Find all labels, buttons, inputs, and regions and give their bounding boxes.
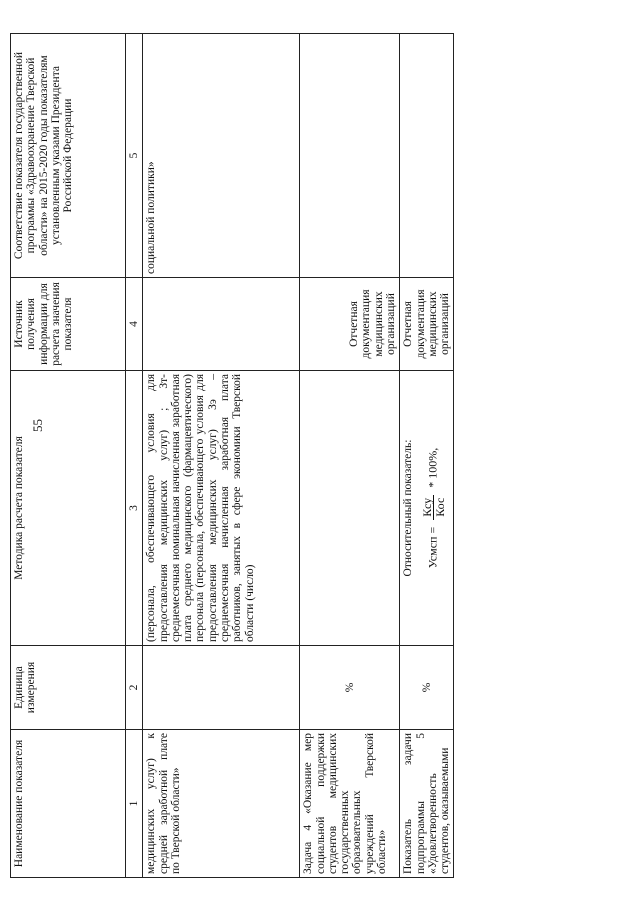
method-cell: (персонала, обеспечивающего условия для предоставления медицинских услуг) ; Зт- среднемесячная номинальная начисленная заработная плата среднего медицинского (фармацевтического) персонала (персонала, обеспечивающего условия для предоставления медицинских услуг) Зэ – среднемесячная начисленная заработная плата работников, занятых в сфере экономики Тверской области (число) xyxy=(143,371,300,646)
table-row xyxy=(300,34,400,878)
source-cell xyxy=(143,278,300,371)
source-cell: Отчетная документация медицинских организаций xyxy=(400,278,454,371)
indicator-table xyxy=(10,33,454,878)
method-cell xyxy=(300,371,400,646)
compliance-cell xyxy=(300,34,400,278)
formula-numerator: Ксу xyxy=(421,495,434,520)
unit-cell: % xyxy=(300,646,400,730)
header-method: Методика расчета показателя xyxy=(11,371,126,646)
indicator-name-cell: Показатель задачи подпрограммы 5 «Удовлетворенность студентов, оказываемыми xyxy=(400,730,454,878)
header-source: Источник получения информации для расчета значения показателя xyxy=(11,278,126,371)
unit-cell xyxy=(143,646,300,730)
page-number: 55 xyxy=(30,419,45,432)
formula-fraction xyxy=(421,495,447,520)
table-row xyxy=(400,34,454,878)
compliance-cell xyxy=(400,34,454,278)
column-number: 5 xyxy=(126,34,143,278)
formula-denominator: Кос xyxy=(432,497,447,517)
indicator-name-cell: медицинских услуг) к средней заработной плате по Тверской области» xyxy=(143,730,300,878)
header-unit: Единица измерения xyxy=(11,646,126,730)
header-compliance: Соответствие показателя государственной программы «Здравоохранение Тверской области» на 2015-2020 годы показателям установленным указами Президента Российской Федерации xyxy=(11,34,126,278)
method-title: Относительный показатель: xyxy=(402,439,415,577)
formula-lhs: Усмсп = xyxy=(425,526,440,569)
column-number-row xyxy=(126,34,143,878)
formula-rhs: * 100%, xyxy=(425,447,440,488)
indicator-name-cell: Задача 4 «Оказание мер социальной поддержки студентов медицинских государственных образовательных учреждений Тверской области» xyxy=(300,730,400,878)
unit-cell: % xyxy=(400,646,454,730)
column-number: 4 xyxy=(126,278,143,371)
compliance-cell: социальной политики» xyxy=(143,34,300,278)
column-number: 3 xyxy=(126,371,143,646)
source-cell: Отчетная документация медицинских организаций xyxy=(300,278,400,371)
header-indicator-name: Наименование показателя xyxy=(11,730,126,878)
column-number: 1 xyxy=(126,730,143,878)
method-cell xyxy=(400,371,454,646)
column-number: 2 xyxy=(126,646,143,730)
table-row xyxy=(143,34,300,878)
formula xyxy=(421,374,447,642)
header-row xyxy=(11,34,126,878)
rotated-table-container xyxy=(10,34,452,878)
